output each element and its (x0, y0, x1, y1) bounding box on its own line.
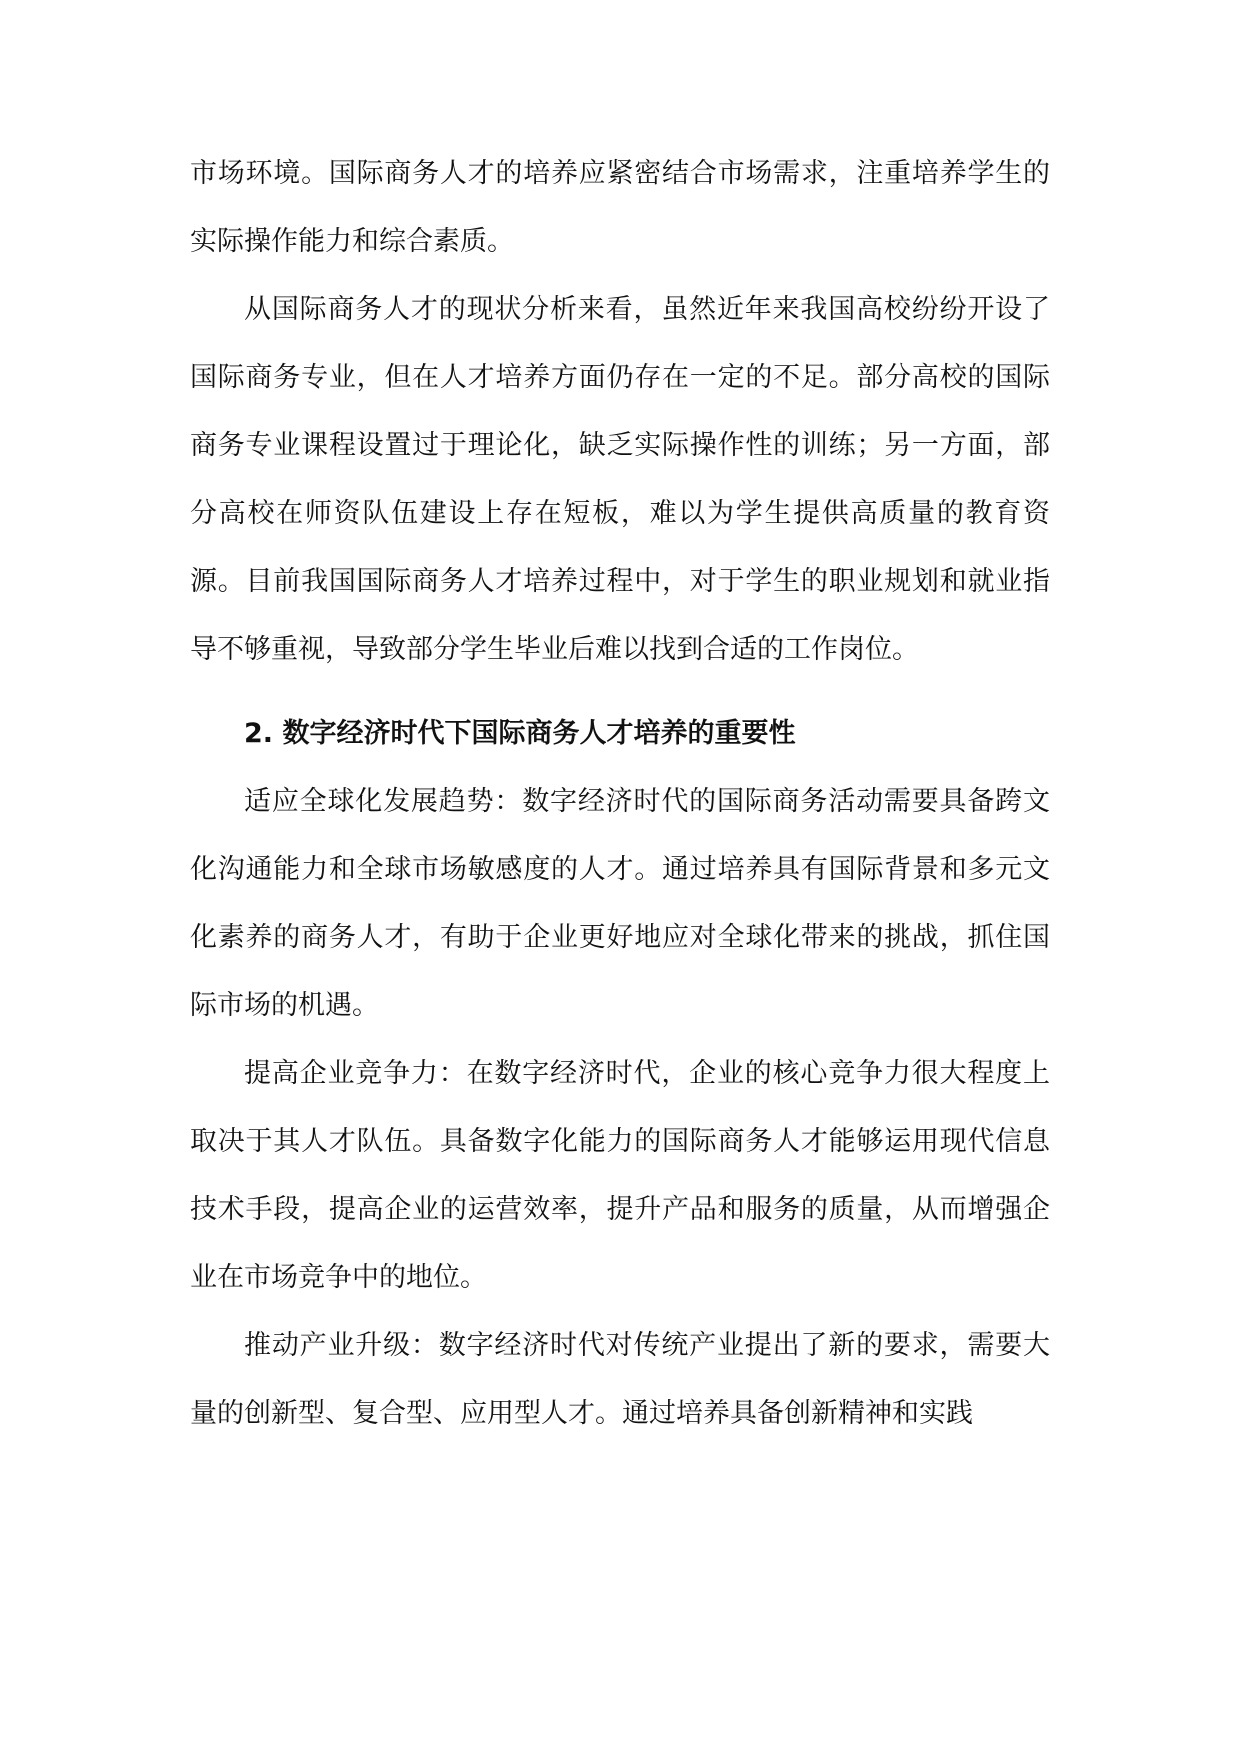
paragraph-competitiveness: 提高企业竞争力：在数字经济时代，企业的核心竞争力很大程度上取决于其人才队伍。具备数字化能力的国际商务人才能够运用现代信息技术手段，提高企业的运营效率，提升产品和服务的质量，从而增强企业在市场竞争中的地位。 (190, 1058, 1050, 1293)
section-heading: 2. 数字经济时代下国际商务人才培养的重要性 (244, 718, 796, 749)
paragraph-continued: 市场环境。国际商务人才的培养应紧密结合市场需求，注重培养学生的实际操作能力和综合素质。 (190, 158, 1050, 257)
paragraph-industry-upgrade: 推动产业升级：数字经济时代对传统产业提出了新的要求，需要大量的创新型、复合型、应用型人才。通过培养具备创新精神和实践 (190, 1330, 1050, 1429)
paragraph-talent-status: 从国际商务人才的现状分析来看，虽然近年来我国高校纷纷开设了国际商务专业，但在人才培养方面仍存在一定的不足。部分高校的国际商务专业课程设置过于理论化，缺乏实际操作性的训练；另一方面，部分高校在师资队伍建设上存在短板，难以为学生提供高质量的教育资源。目前我国国际商务人才培养过程中，对于学生的职业规划和就业指导不够重视，导致部分学生毕业后难以找到合适的工作岗位。 (190, 294, 1050, 665)
paragraph-globalization: 适应全球化发展趋势：数字经济时代的国际商务活动需要具备跨文化沟通能力和全球市场敏感度的人才。通过培养具有国际背景和多元文化素养的商务人才，有助于企业更好地应对全球化带来的挑战，抓住国际市场的机遇。 (190, 786, 1050, 1021)
document-body (190, 140, 1050, 1448)
